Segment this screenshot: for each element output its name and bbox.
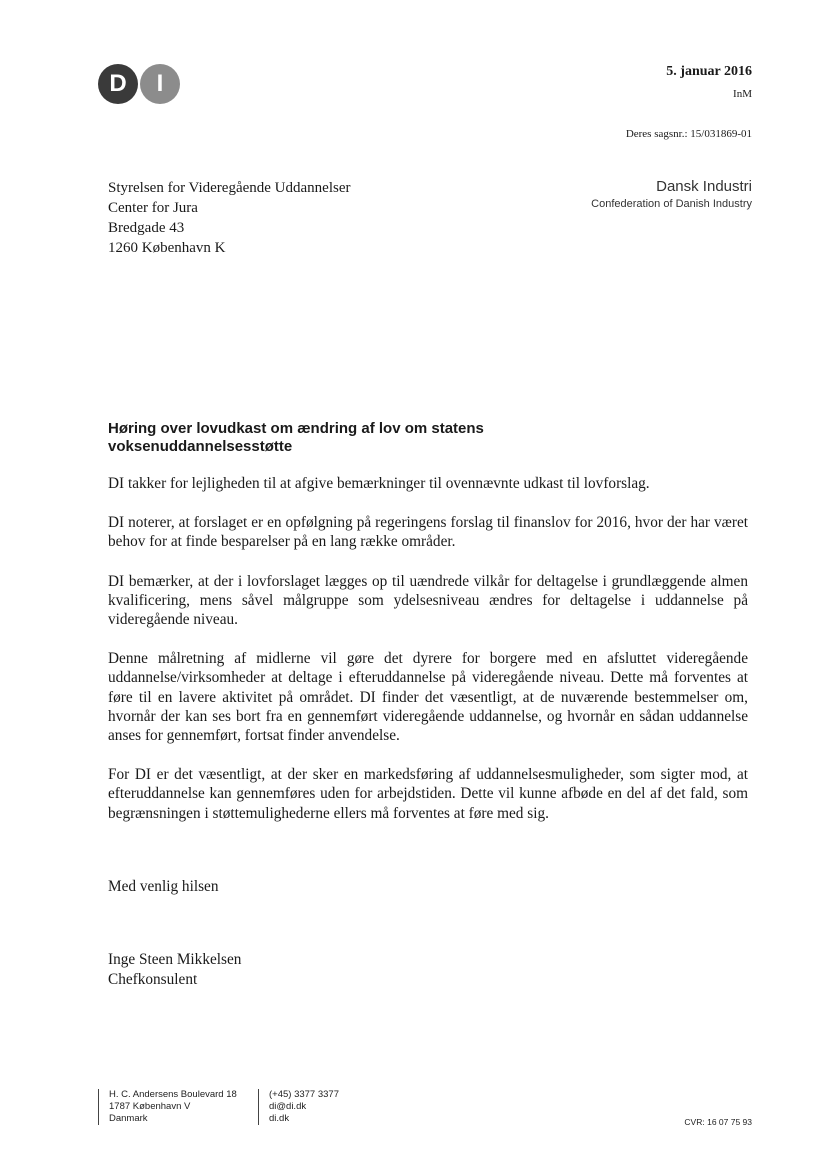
paragraph: For DI er det væsentligt, at der sker en markedsføring af uddannelsesmuligheder, som sigter mod, at efteruddannelse kan gennemføres uden for arbejdstiden. Dette vil kunne afbøde en del af det fald, som begrænsningen i støttemulighederne ellers må forventes at føre med sig. — [108, 766, 748, 822]
signer-name: Inge Steen Mikkelsen — [108, 951, 242, 968]
recipient-line: 1260 København K — [108, 240, 226, 256]
footer-cvr: CVR: 16 07 75 93 — [684, 1117, 752, 1127]
paragraph: Denne målretning af midlerne vil gøre det dyrere for borgere med en afsluttet videregående uddannelse/virksomheder at deltage i efteruddannelse på videregående niveau. Dette må forventes at føre til en lavere aktivitet på området. DI finder det væsentligt, at de nuværende bestemmelser om, hvornår der kan ses bort fra en gennemført videregående uddannelse, og hvornår en sådan uddannelse anses for gennemført, fortsat finder anvendelse. — [108, 650, 748, 745]
title-line: voksenuddannelsesstøtte — [108, 438, 293, 455]
sender-subtitle: Confederation of Danish Industry — [591, 198, 752, 210]
recipient-line: Bredgade 43 — [108, 220, 185, 236]
footer-email: di@di.dk — [269, 1101, 307, 1112]
paragraph: DI noterer, at forslaget er en opfølgning på regeringens forslag til finanslov for 2016, hvor der har været behov for at finde besparelser på en lang række områder. — [108, 514, 748, 551]
recipient-line: Center for Jura — [108, 200, 198, 216]
sender-organization — [591, 178, 752, 210]
logo-letter-i: I — [140, 64, 180, 104]
sender-name: Dansk Industri — [656, 178, 752, 195]
footer-line: Danmark — [109, 1113, 148, 1124]
recipient-address — [108, 178, 350, 258]
recipient-line: Styrelsen for Videregående Uddannelser — [108, 180, 351, 196]
footer-phone: (+45) 3377 3377 — [269, 1089, 339, 1100]
author-initials: InM — [733, 88, 752, 100]
logo-letter-d: D — [98, 64, 138, 104]
letter-body — [108, 474, 748, 843]
paragraph: DI takker for lejligheden til at afgive bemærkninger til ovennævnte udkast til lovforslag. — [108, 475, 650, 492]
letter-date: 5. januar 2016 — [666, 64, 752, 79]
footer-line: 1787 København V — [109, 1101, 191, 1112]
footer-line: H. C. Andersens Boulevard 18 — [109, 1089, 237, 1100]
reference-number: Deres sagsnr.: 15/031869-01 — [625, 128, 752, 140]
footer-address — [98, 1089, 237, 1125]
paragraph: DI bemærker, at der i lovforslaget lægges op til uændrede vilkår for deltagelse i grundlæggende almen kvalificering, mens såvel målgruppe som ydelsesniveau ændres for deltagelse i uddannelse på videregående niveau. — [108, 572, 748, 629]
signature — [108, 950, 241, 990]
letter-title — [108, 420, 748, 456]
footer-website: di.dk — [269, 1113, 290, 1124]
title-line: Høring over lovudkast om ændring af lov om statens — [108, 420, 484, 437]
footer-contact — [258, 1089, 339, 1125]
closing: Med venlig hilsen — [108, 878, 219, 895]
signer-role: Chefkonsulent — [108, 971, 198, 988]
di-logo — [98, 64, 182, 104]
